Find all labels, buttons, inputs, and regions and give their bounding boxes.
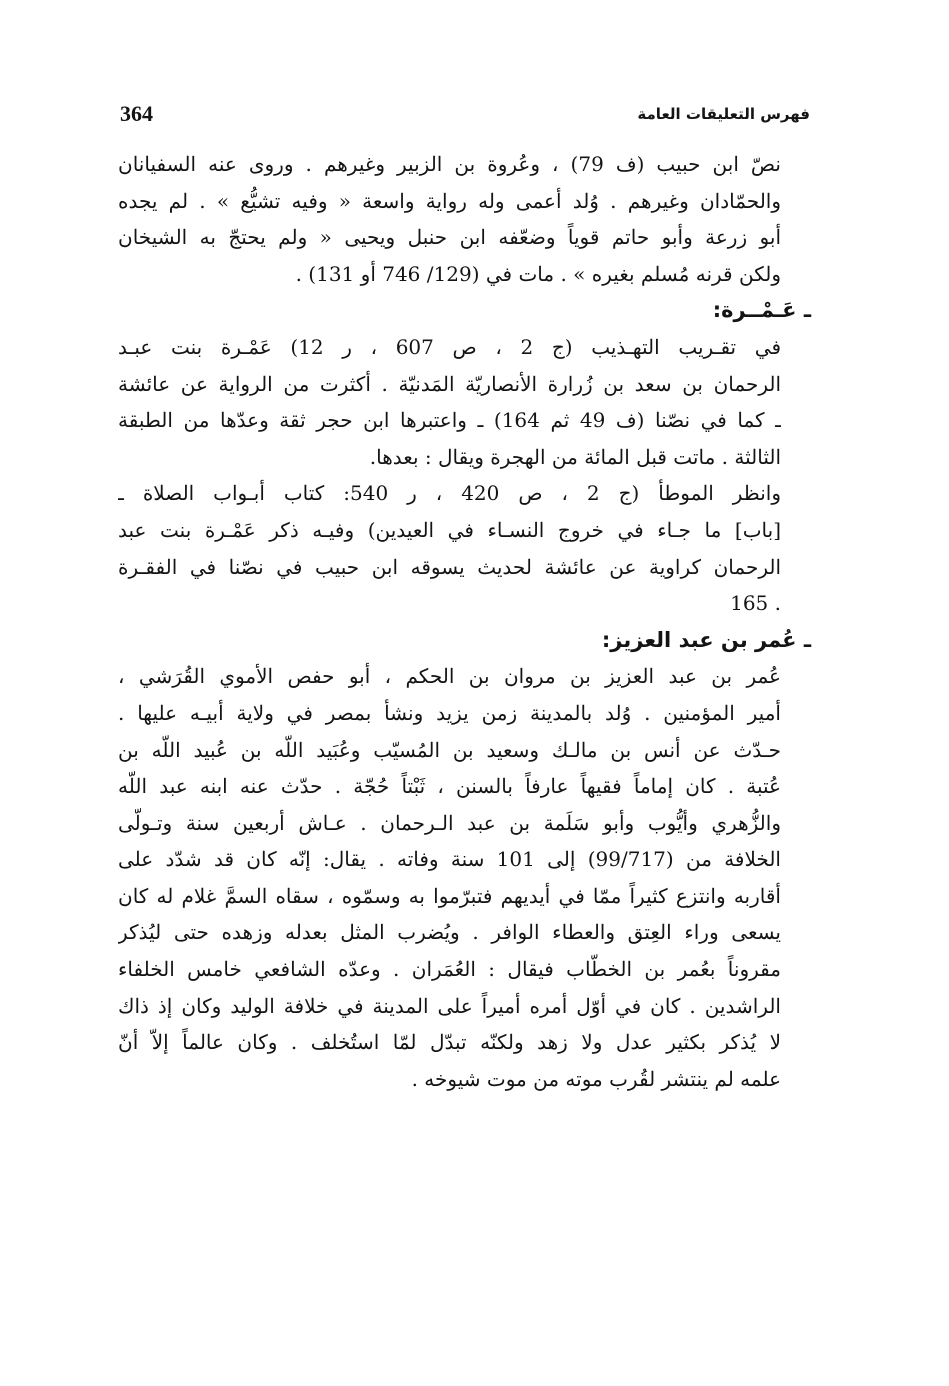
text-line: الراشدين . كان في أوّل أمره أميراً على المدينة في خلافة الوليد وكان إذ ذاك (118, 993, 781, 1018)
entry-heading-umar: ـ عُمر بن عبد العزيز: (601, 627, 811, 652)
text-line: الرحمان بن سعد بن زُرارة الأنصاريّة المَدنيّة . أكثرت من الرواية عن عائشة (118, 371, 781, 396)
text-line: [باب] ما جـاء في خروج النسـاء في العيدين) وفيـه ذكر عَمْـرة بنت عبد (118, 517, 781, 542)
text-line: يسعى وراء العِتق والعطاء الوافر . ويُضرب المثل بعدله وزهده حتى ليُذكر (118, 920, 781, 945)
text-line: علمه لم ينتشر لقُرب موته من موت شيوخه . (411, 1066, 781, 1091)
text-line: الخلافة من (99/717) إلى 101 سنة وفاته . يقال: إنّه كان قد شدّد على (118, 847, 781, 872)
entry-heading-amra: ـ عَـمْــرة: (712, 298, 811, 323)
running-title: فهرس التعليقات العامة (637, 105, 810, 123)
text-line: مقروناً بعُمر بن الخطّاب فيقال : العُمَران . وعدّه الشافعي خامس الخلفاء (118, 957, 781, 982)
text-line: وانظر الموطأ (ج 2 ، ص 420 ، ر 540: كتاب أبـواب الصلاة ـ (118, 481, 781, 506)
text-line: والحمّادان وغيرهم . وُلد أعمى وله رواية واسعة « وفيه تشيُّع » . لم يجده (118, 188, 781, 213)
text-line: الثالثة . ماتت قبل المائة من الهجرة ويقال : بعدها. (369, 444, 781, 469)
text-line: . 165 (730, 591, 781, 616)
text-line: في تقـريب التهـذيب (ج 2 ، ص 607 ، ر 12) عَمْـرة بنت عبـد (118, 334, 781, 359)
text-line: ـ كما في نصّنا (ف 49 ثم 164) ـ واعتبرها ابن حجر ثقة وعدّها من الطبقة (118, 408, 781, 433)
text-line: والزُّهري وأيُّوب وأبو سَلَمة بن عبد الـرحمان . عـاش أربعين سنة وتـولّى (118, 810, 781, 835)
text-line: أبو زرعة وأبو حاتم قوياً وضعّفه ابن حنبل ويحيى « ولم يحتجّ به الشيخان (118, 225, 781, 250)
text-line: الرحمان كراوية عن عائشة لحديث يسوقه ابن حبيب في نصّنا في الفقـرة (118, 554, 781, 579)
text-line: حـدّث عن أنس بن مالـك وسعيد بن المُسيّب وعُبَيد اللّه بن عُبيد اللّه بن (118, 737, 781, 762)
text-line: لا يُذكر بكثير عدل ولا زهد ولكنّه تبدّل لمّا استُخلف . وكان عالماً إلاّ أنّ (118, 1030, 781, 1055)
text-line: ولكن قرنه مُسلم بغيره » . مات في (129/ 746 أو 131) . (295, 261, 781, 286)
page-number: 364 (120, 101, 153, 126)
text-line: أمير المؤمنين . وُلد بالمدينة زمن يزيد ونشأ بمصر في ولاية أبيـه عليها . (118, 700, 781, 725)
text-line: عُمر بن عبد العزيز بن مروان بن الحكم ، أبو حفص الأموي القُرَشي ، (118, 664, 781, 689)
text-line: أقاربه وانتزع كثيراً ممّا في أيديهم فتبرّموا به وسمّوه ، سقاه السمَّ غلام له كان (118, 883, 781, 908)
page-header (120, 96, 810, 132)
text-line: نصّ ابن حبيب (ف 79) ، وعُروة بن الزبير وغيرهم . وروى عنه السفيانان (118, 152, 781, 176)
text-line: عُتبة . كان إماماً فقيهاً عارفاً بالسنن ، ثَبْتاً حُجّة . حدّث عنه ابنه عبد اللّه (118, 774, 781, 799)
body-text (118, 146, 811, 1097)
